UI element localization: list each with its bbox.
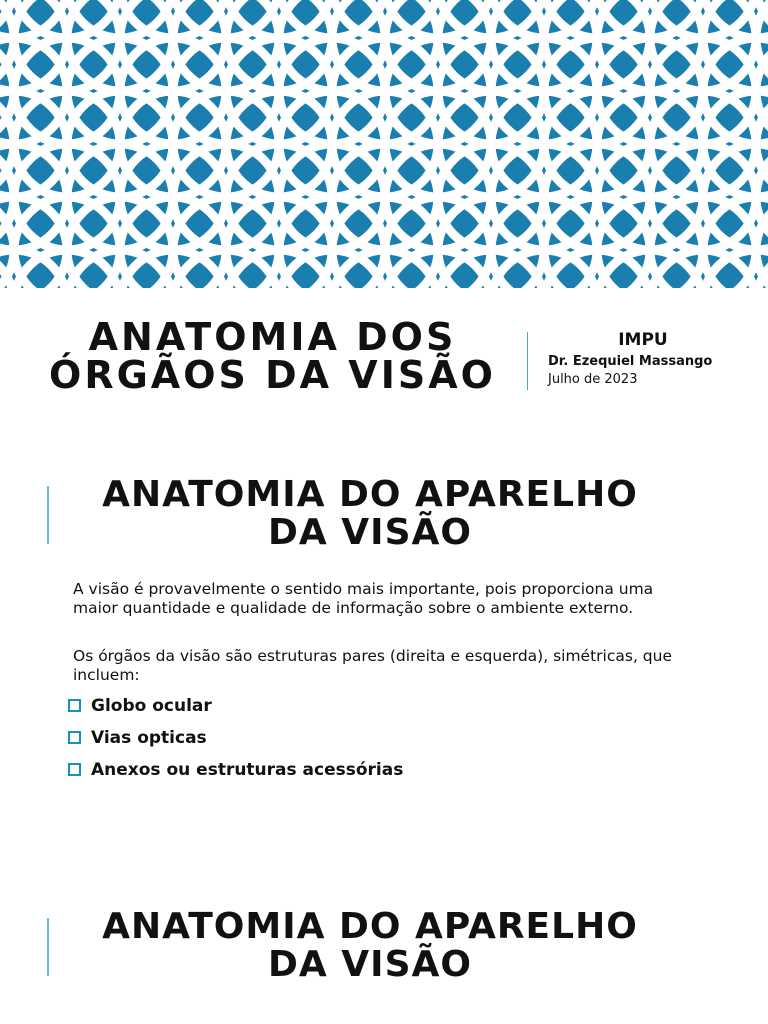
- list-item: [68, 696, 403, 728]
- presentation-title: [40, 315, 505, 397]
- slide-title-line-1: ANATOMIA DO APARELHO: [102, 474, 638, 515]
- slide-anatomy-overview: [0, 470, 768, 800]
- slide-accent-bar: [47, 486, 49, 544]
- title-divider: [527, 332, 528, 390]
- square-bullet-icon: [68, 699, 81, 712]
- list-item-label: Vias opticas: [91, 728, 207, 748]
- list-item: [68, 760, 403, 792]
- slide-title-line-2: DA VISÃO: [268, 512, 472, 554]
- slide-title: [60, 476, 680, 552]
- square-bullet-icon: [68, 763, 81, 776]
- organization-name: IMPU: [618, 330, 668, 350]
- slide-title: [60, 908, 680, 984]
- organs-paragraph: Os órgãos da visão são estruturas pares (direita e esquerda), simétricas, que incluem:: [73, 647, 672, 684]
- presentation-title-line-2: ÓRGÃOS DA VISÃO: [49, 353, 496, 397]
- circle-pattern-graphic: [0, 0, 768, 288]
- title-slide: [0, 288, 768, 418]
- title-banner-pattern: [0, 0, 768, 288]
- slide-accent-bar: [47, 918, 49, 976]
- intro-paragraph: A visão é provavelmente o sentido mais importante, pois proporciona uma maior quantidade e qualidade de informação sobre o ambiente externo.: [73, 580, 654, 617]
- title-meta: [548, 330, 758, 387]
- slide-title-line-2: DA VISÃO: [268, 944, 472, 986]
- list-item: [68, 728, 403, 760]
- presentation-date: Julho de 2023: [548, 372, 638, 387]
- presentation-title-line-1: ANATOMIA DOS: [88, 315, 457, 359]
- list-item-label: Anexos ou estruturas acessórias: [91, 760, 404, 780]
- list-item-label: Globo ocular: [91, 696, 212, 716]
- slide-title-line-1: ANATOMIA DO APARELHO: [102, 906, 638, 947]
- square-bullet-icon: [68, 731, 81, 744]
- slide-anatomy-continued: [0, 900, 768, 1024]
- organs-list: [68, 696, 403, 792]
- author-name: Dr. Ezequiel Massango: [548, 354, 713, 369]
